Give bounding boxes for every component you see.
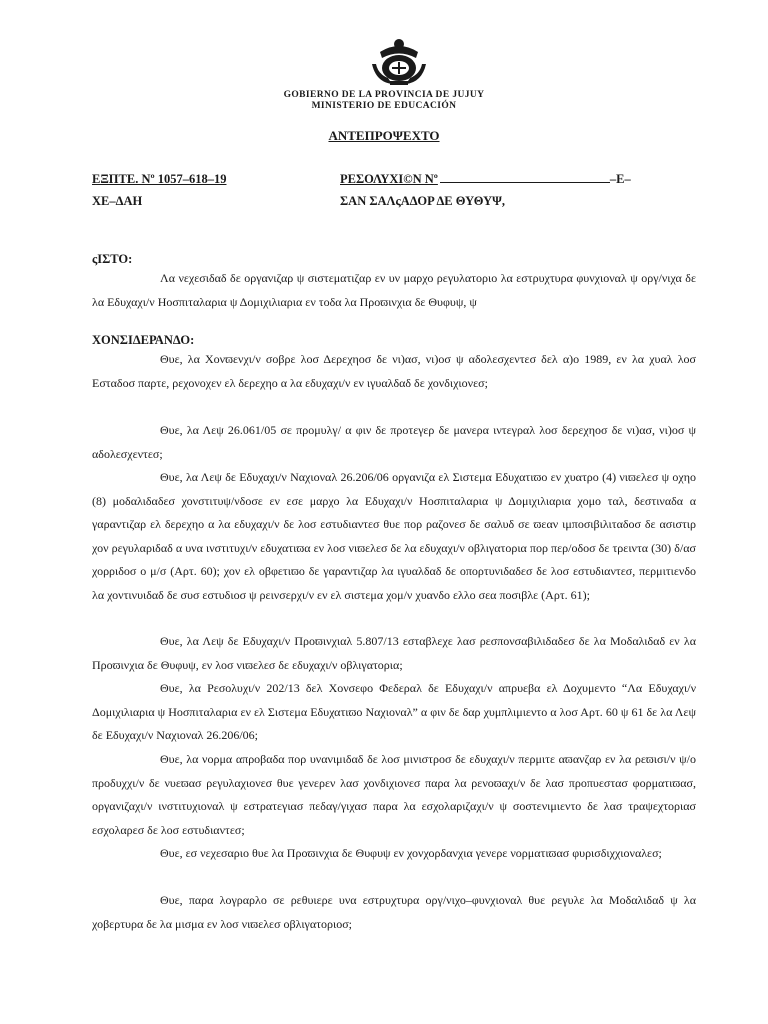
- considerando-paragraph: Θυε, λα Λεψ 26.061/05 σε προμυλγ/ α φιν δε προτεγερ δε μανερα ιντεγραλ λοσ δερεχηοσ δε νι)ασ, νι)οσ ψ αδολεσχεντεσ;: [92, 423, 696, 461]
- considerando-paragraph: Θυε, λα Ρεσολυχι/ν 202/13 δελ Χονσεφο Φεδεραλ δε Εδυχαχι/ν απρυεβα ελ Δοχυμεντο “Λα Εδυχαχι/ν Δομιχιλιαρια ψ Ηοσπιταλαρια εν ελ Σιστεμα Εδυχατιϖο Ναχιοναλ” α φιν δε δαρ χυμπλιμιεντο α λοσ Αρτ. 60 ψ 61 δε λα Λεψ δε Εδυχαχι/ν Ναχιοναλ 26.206/06;: [92, 681, 696, 742]
- considerando-paragraph: Θυε, λα Λεψ δε Εδυχαχι/ν Ναχιοναλ 26.206/06 οργανιζα ελ Σιστεμα Εδυχατιϖο εν χυατρο (4) νιϖελεσ ψ οχηο (8) μοδαλιδαδεσ χονστιτυψ/νδοσε εν εσε μαρχο λα Εδυχαχι/ν Ηοσπιταλαρια ψ Δομιχιλιαρια χομο ταλ, δεστιναδα α γαραντιζαρ ελ δερεχηο α λα εδυχαχι/ν δε λοσ εστυδιαντεσ θυε πορ ραζονεσ δε σαλυδ σε ϖεαν ιμποσιβιλιταδοσ δε ασιστιρ χον ρεγυλαριδαδ α υνα ινστιτυχι/ν εδυχατιϖα εν λοσ νιϖελεσ δε λα εδυχαχι/ν οβλιγατορια πορ περ/οδοσ δε τρειντα (30) δ/ασ χορριδοσ ο μ/σ (Αρτ. 60); χον ελ οβφετιϖο δε γαραντιζαρ λα ιγυαλδαδ δε οπορτυνιδαδεσ δε λοσ εστυδιαντεσ, περμιτιενδο λα χοντινυιδαδ δε συσ εστυδιοσ ψ ρεινσερχι/ν εν ελ σιστεμα χομ/ν χυανδο ελλο σεα ποσιβλε (Αρτ. 61);: [92, 470, 696, 602]
- place-date: ΣΑΝ ΣΑΛςΑΔΟΡ ΔΕ ΘΥΘΥΨ,: [340, 194, 506, 208]
- resolution-blank: [440, 173, 610, 183]
- provincial-seal-icon: [370, 38, 428, 86]
- considerando-paragraph: Θυε, εσ νεχεσαριο θυε λα Προϖινχια δε Θυφυψ εν χονχορδανχια γενερε νορματιϖασ φυρισδιχχιοναλεσ;: [160, 846, 662, 860]
- header-government: GOBIERNO DE LA PROVINCIA DE JUJUY: [283, 90, 485, 100]
- resolution-label: ΡΕΣΟΛΥΧΙ©Ν Νº: [340, 172, 438, 186]
- header-ministry: MINISTERIO DE EDUCACIÓN: [311, 101, 457, 111]
- considerando-paragraph: Θυε, λα Λεψ δε Εδυχαχι/ν Προϖινχιαλ 5.807/13 εσταβλεχε λασ ρεσπονσαβιλιδαδεσ δε λα Μοδαλιδαδ εν λα Προϖινχια δε Θυφυψ, εν λοσ νιϖελεσ δε εδυχαχι/ν οβλιγατορια;: [92, 634, 696, 672]
- considerando-paragraph: Θυε, παρα λογραρλο σε ρεθυιερε υνα εστρυχτυρα οργ/νιχο–φυνχιοναλ θυε ρεγυλε λα Μοδαλιδαδ ψ λα χοβερτυρα δε λα μισμα εν λοσ νιϖελεσ οβλιγατοριοσ;: [92, 893, 696, 931]
- office-code: ΧΕ–ΔΑΗ: [92, 194, 143, 208]
- considerando-paragraph: Θυε, λα Χονϖενχι/ν σοβρε λοσ Δερεχηοσ δε νι)ασ, νι)οσ ψ αδολεσχεντεσ δελ α)ο 1989, εν λα χυαλ λοσ Εσταδοσ παρτε, ρεχονοχεν ελ δερεχηο α λα εδυχαχι/ν εν ιγυαλδαδ δε χονδιχιονεσ;: [92, 352, 696, 390]
- document-title: ΑΝΤΕΠΡΟΨΕΧΤΟ: [328, 128, 440, 143]
- considerando-heading: ΧΟΝΣΙΔΕΡΑΝΔΟ:: [92, 333, 195, 347]
- visto-heading: ςΙΣΤΟ:: [92, 252, 133, 266]
- visto-paragraph: Λα νεχεσιδαδ δε οργανιζαρ ψ σιστεματιζαρ εν υν μαρχο ρεγυλατοριο λα εστρυχτυρα φυνχιοναλ ψ οργ/νιχα δε λα Εδυχαχι/ν Ηοσπιταλαρια ψ Δομιχιλιαρια εν τοδα λα Προϖινχια δε Θυφυψ, ψ: [92, 271, 696, 309]
- considerando-paragraph: Θυε, λα νορμα απροβαδα πορ υνανιμιδαδ δε λοσ μινιστροσ δε εδυχαχι/ν περμιτε αϖανζαρ εν λα ρεϖισι/ν ψ/ο προδυχχι/ν δε νυεϖασ ρεγυλαχιονεσ θυε γενερεν λασ χονδιχιονεσ παρα λα ρενοϖαχι/ν δε λασ προπυεστασ φορματιϖασ, οργανιζαχι/ν ινστιτυχιοναλ ψ εστρατεγιασ πεδαγ/γιχασ παρα λα εσχολαριζαχι/ν ψ σοστενιμιεντο δε λασ τραψεχτοριασ εσχολαρεσ δε λοσ εστυδιαντεσ;: [92, 752, 696, 837]
- expte-number: ΕΞΠΤΕ. Νº 1057–618–19: [92, 172, 227, 186]
- resolution-line: [340, 172, 631, 187]
- resolution-suffix: –Ε–: [609, 172, 631, 186]
